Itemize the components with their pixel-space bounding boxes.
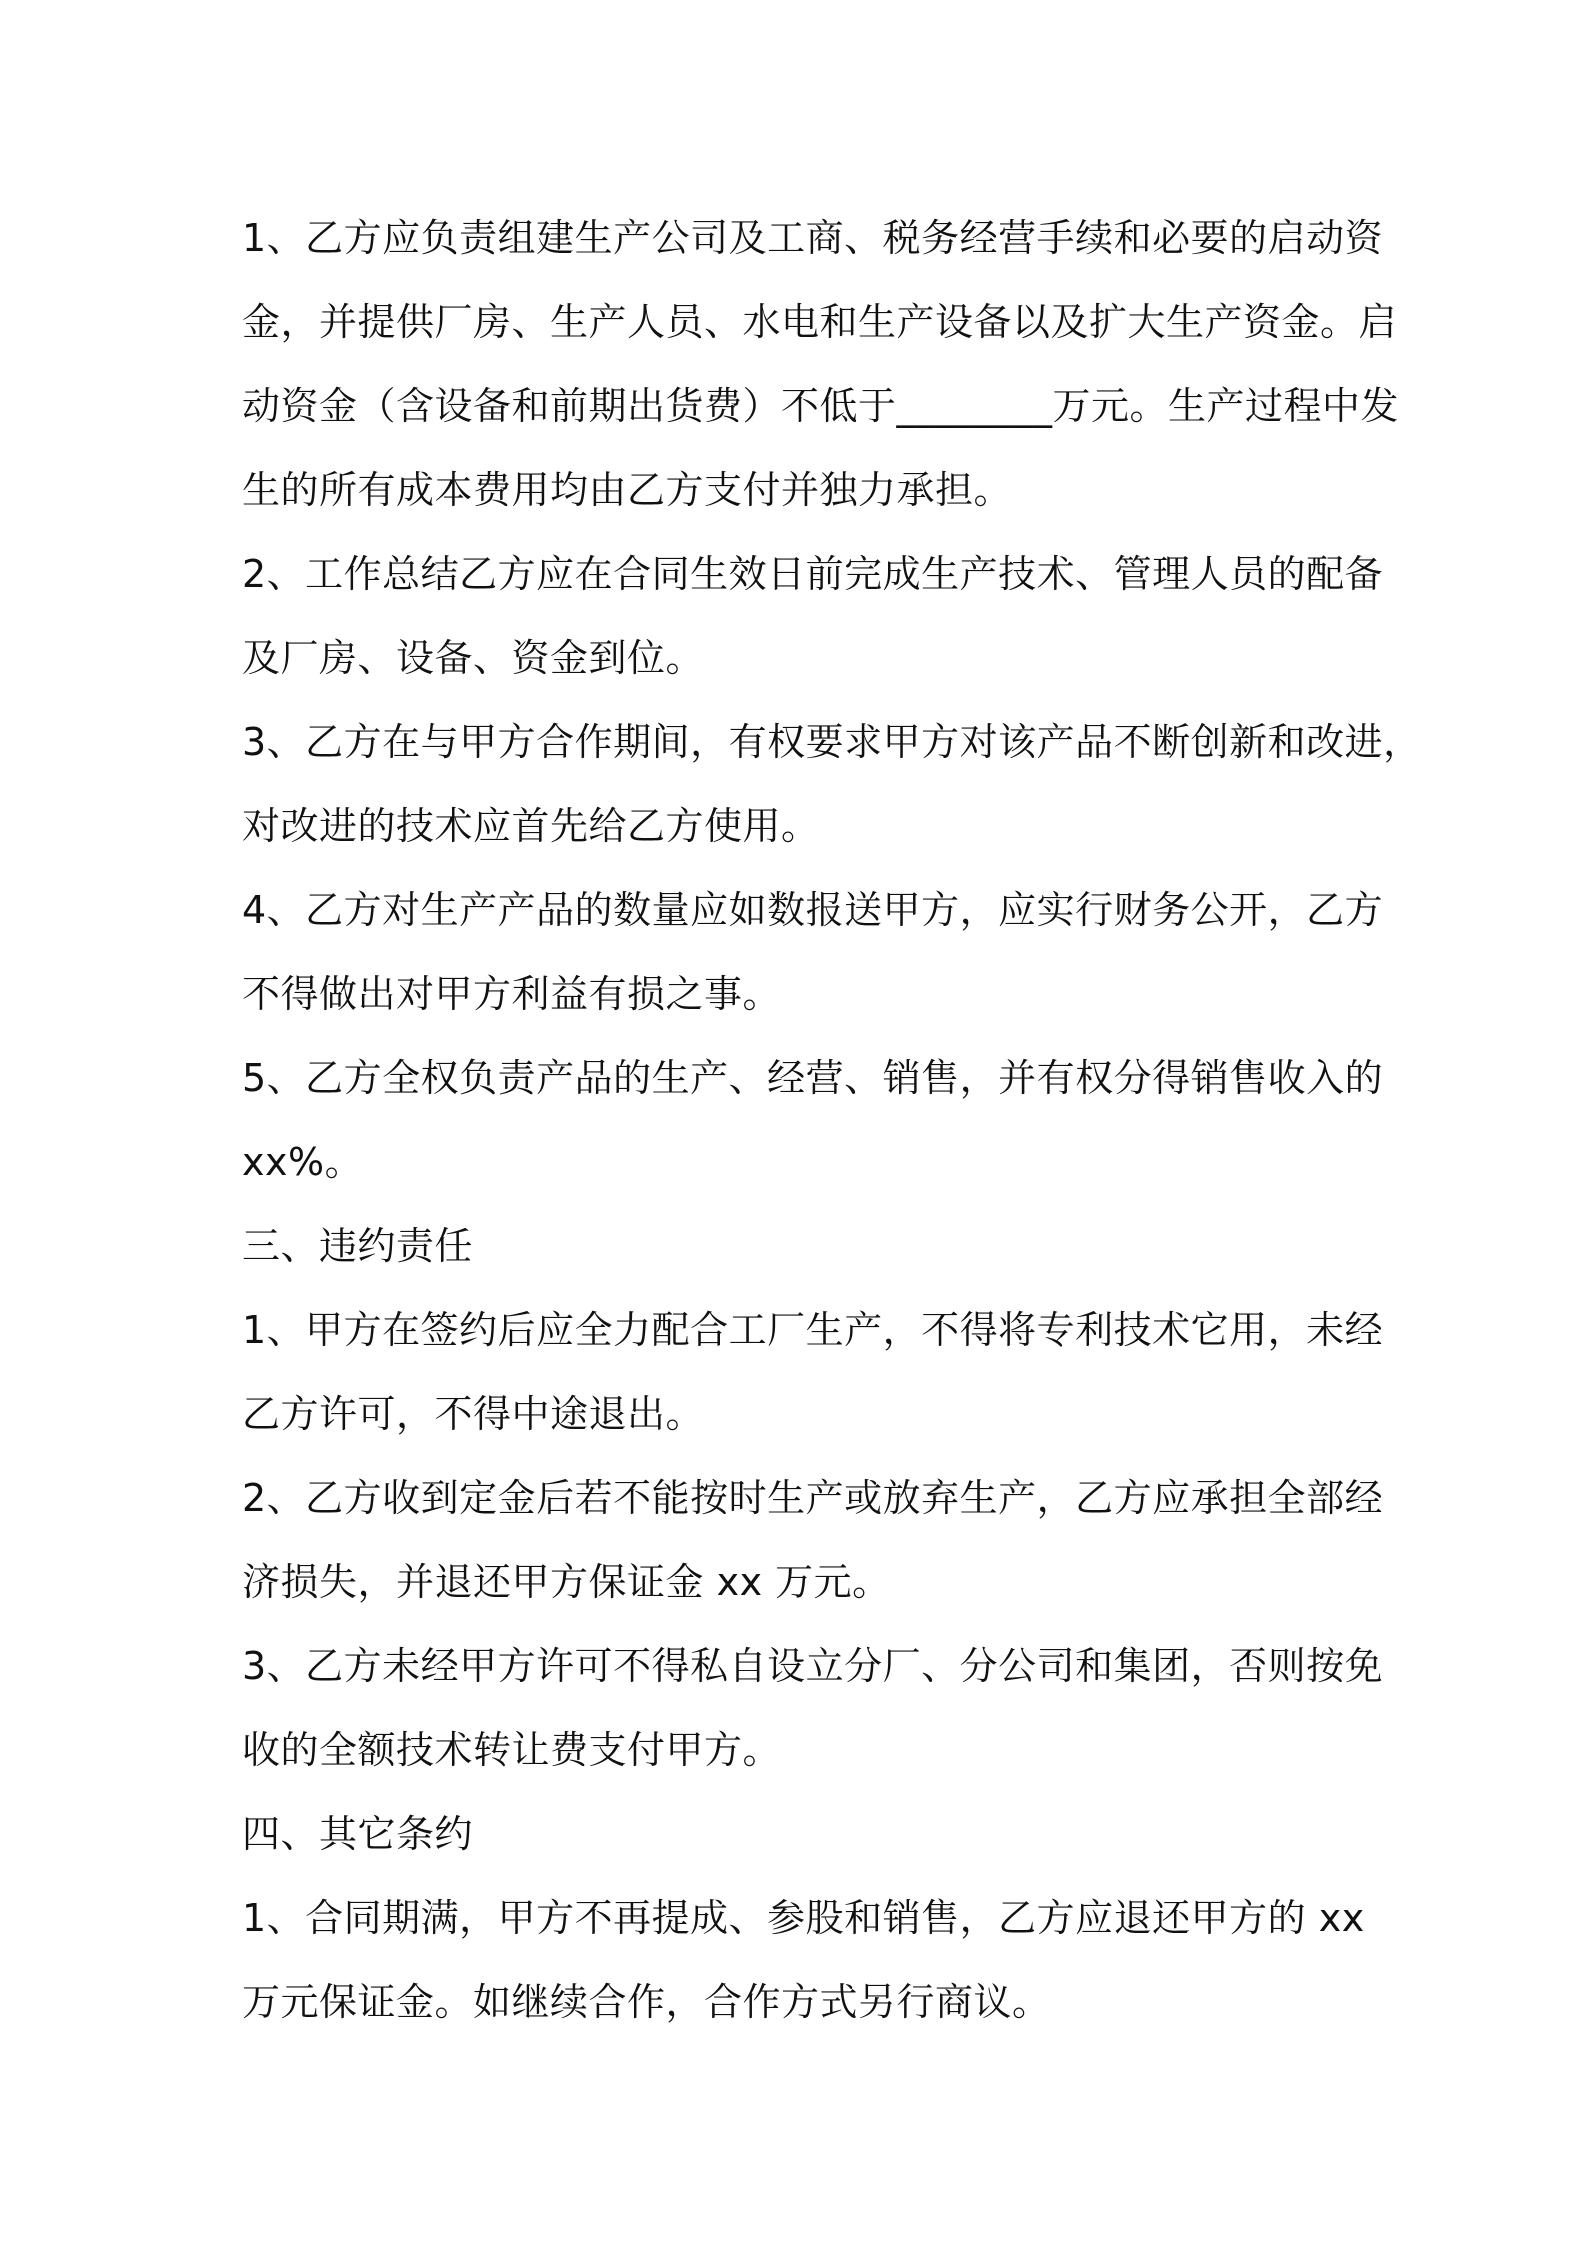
text-line: 收的全额技术转让费支付甲方。 bbox=[242, 1728, 782, 1772]
text-line: 万元保证金。如继续合作，合作方式另行商议。 bbox=[242, 1980, 1051, 2024]
text-line: 及厂房、设备、资金到位。 bbox=[242, 636, 705, 680]
section-heading: 三、违约责任 bbox=[242, 1224, 474, 1268]
text-line: 生的所有成本费用均由乙方支付并独力承担。 bbox=[242, 468, 1013, 512]
text-line: 不得做出对甲方利益有损之事。 bbox=[242, 972, 782, 1016]
text-line: 金，并提供厂房、生产人员、水电和生产设备以及扩大生产资金。启 bbox=[242, 300, 1398, 344]
text-line: 动资金（含设备和前期出货费）不低于________万元。生产过程中发 bbox=[242, 384, 1400, 428]
text-line: xx%。 bbox=[242, 1140, 364, 1184]
text-line: 对改进的技术应首先给乙方使用。 bbox=[242, 804, 820, 848]
text-line: 3、乙方未经甲方许可不得私自设立分厂、分公司和集团，否则按免 bbox=[242, 1644, 1384, 1688]
contract-body bbox=[242, 196, 1422, 2044]
text-line: 乙方许可，不得中途退出。 bbox=[242, 1392, 705, 1436]
text-line: 2、乙方收到定金后若不能按时生产或放弃生产，乙方应承担全部经 bbox=[242, 1476, 1384, 1520]
section-heading: 四、其它条约 bbox=[242, 1812, 474, 1856]
text-line: 4、乙方对生产产品的数量应如数报送甲方，应实行财务公开，乙方 bbox=[242, 888, 1384, 932]
text-line: 2、工作总结乙方应在合同生效日前完成生产技术、管理人员的配备 bbox=[242, 552, 1384, 596]
text-line: 1、甲方在签约后应全力配合工厂生产，不得将专利技术它用，未经 bbox=[242, 1308, 1384, 1352]
text-line: 1、乙方应负责组建生产公司及工商、税务经营手续和必要的启动资 bbox=[242, 216, 1384, 260]
text-line: 1、合同期满，甲方不再提成、参股和销售，乙方应退还甲方的 xx bbox=[242, 1896, 1365, 1940]
text-line: 济损失，并退还甲方保证金 xx 万元。 bbox=[242, 1560, 891, 1604]
text-line: 3、乙方在与甲方合作期间，有权要求甲方对该产品不断创新和改进， bbox=[242, 720, 1422, 764]
text-line: 5、乙方全权负责产品的生产、经营、销售，并有权分得销售收入的 bbox=[242, 1056, 1384, 1100]
